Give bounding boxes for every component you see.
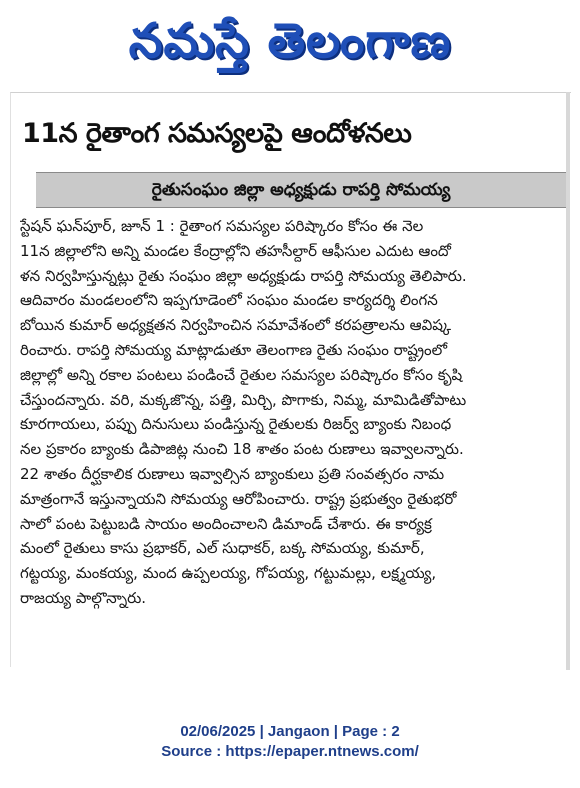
body-line: సాలో పంట పెట్టుబడి సాయం అందించాలని డిమాండ్ చేశారు. ఈ కార్యక్ర xyxy=(20,514,432,533)
body-line: బోయిన కుమార్ అధ్యక్షతన నిర్వహించిన సమావేశంలో కరపత్రాలను ఆవిష్క xyxy=(20,316,451,335)
edition-info: 02/06/2025 | Jangaon | Page : 2 xyxy=(180,723,400,740)
body-line: మంలో రైతులు కాసు ప్రభాకర్, ఎల్ సుధాకర్, బక్క సోమయ్య, కుమార్, xyxy=(20,539,425,558)
masthead xyxy=(0,0,580,82)
subheadline-bar xyxy=(36,172,566,208)
body-line: రించారు. రాపర్తి సోమయ్య మాట్లాడుతూ తెలంగాణ రైతు సంఘం రాష్ట్రంలో xyxy=(20,340,448,359)
body-line: ళన నిర్వహిస్తున్నట్లు రైతు సంఘం జిల్లా అధ్యక్షుడు రాపర్తి సోమయ్య తెలిపారు. xyxy=(20,266,467,285)
newspaper-logo: నమస్తే తెలంగాణ xyxy=(128,13,452,69)
body-line: ఆదివారం మండలంలోని ఇప్పగూడెంలో సంఘం మండల కార్యదర్శి లింగన xyxy=(20,291,438,310)
body-line: 22 శాతం దీర్ఘకాలిక రుణాలు ఇవ్వాల్సిన బ్యాంకులు ప్రతి సంవత్సరం నామ xyxy=(20,464,445,483)
body-line: 11న జిల్లాలోని అన్ని మండల కేంద్రాల్లోని తహసీల్దార్ ఆఫీసుల ఎదుట ఆందో xyxy=(20,241,451,260)
source-link[interactable]: Source : https://epaper.ntnews.com/ xyxy=(161,743,419,760)
body-line: కూరగాయలు, పప్పు దినుసులు పండిస్తున్న రైతులకు రిజర్వ్ బ్యాంకు నిబంధ xyxy=(20,415,452,434)
body-line: మాత్రంగానే ఇస్తున్నాయని సోమయ్య ఆరోపించారు. రాష్ట్ర ప్రభుత్వం రైతుభరో xyxy=(20,489,457,508)
page-footer xyxy=(0,722,580,762)
body-line: నల ప్రకారం బ్యాంకు డిపాజిట్ల నుంచి 18 శాతం పంట రుణాలు ఇవ్వాలన్నారు. xyxy=(20,440,464,459)
article-body xyxy=(20,214,570,611)
article-headline: 11న రైతాంగ సమస్యలపై ఆందోళనలు xyxy=(22,118,412,149)
body-line: గట్టయ్య, మంకయ్య, మంద ఉప్పలయ్య, గోపయ్య, గట్టుమల్లు, లక్ష్మయ్య, xyxy=(20,564,437,583)
body-line: చేస్తుందన్నారు. వరి, మక్కజొన్న, పత్తి, మిర్చి, పొగాకు, నిమ్మ, మామిడితోపాటు xyxy=(20,390,467,409)
body-line: స్టేషన్ ఘన్‌పూర్, జూన్ 1 : రైతాంగ సమస్యల పరిష్కారం కోసం ఈ నెల xyxy=(20,217,424,235)
article-subheadline: రైతుసంఘం జిల్లా అధ్యక్షుడు రాపర్తి సోమయ్య xyxy=(151,180,451,200)
body-line: జిల్లాల్లో అన్ని రకాల పంటలు పండించే రైతుల సమస్యల పరిష్కారం కోసం కృషి xyxy=(20,365,463,384)
body-line: రాజయ్య పాల్గొన్నారు. xyxy=(20,588,147,607)
